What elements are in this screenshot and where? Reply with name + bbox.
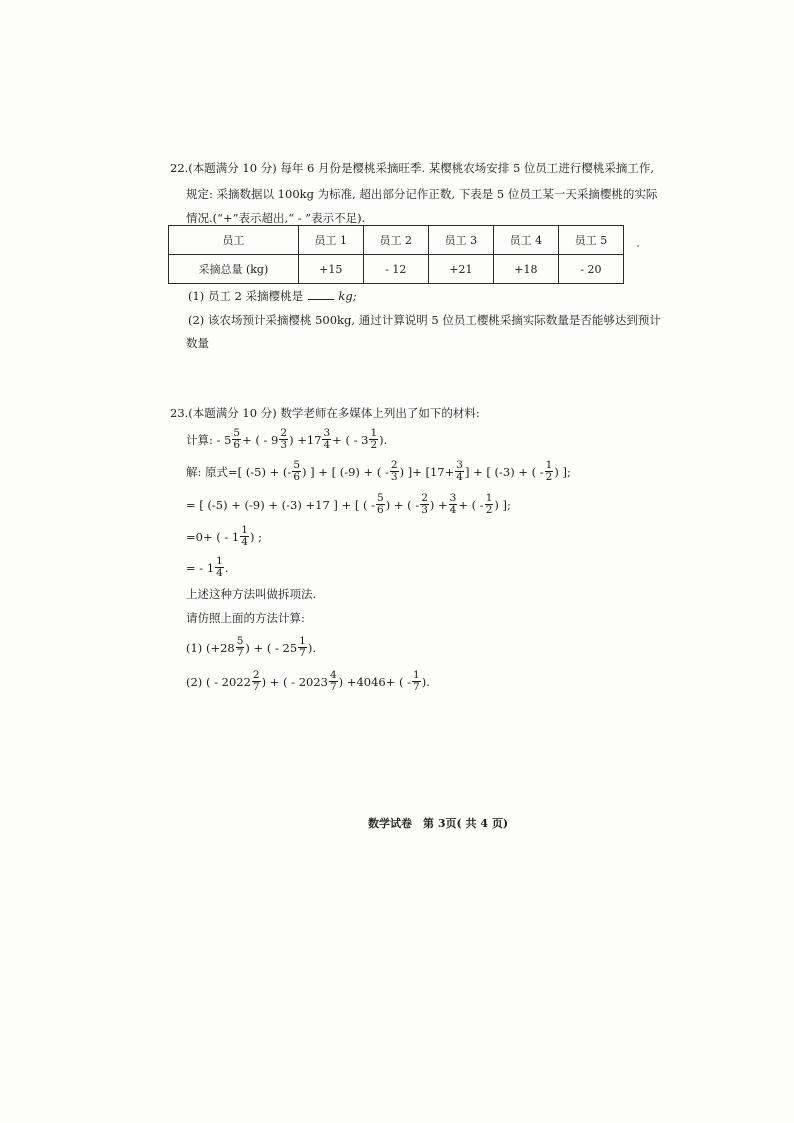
table-header-cell: 员工 1 bbox=[298, 226, 363, 255]
q22-sub2-line1: (2) 该农场预计采摘樱桃 500kg, 通过计算说明 5 位员工樱桃采摘实际数量是否能够达到预计 bbox=[188, 313, 661, 327]
table-cell: - 20 bbox=[558, 255, 623, 284]
scan-speck bbox=[637, 245, 639, 247]
page-footer: 数学试卷 第 3页( 共 4 页) bbox=[368, 817, 509, 830]
sub2-label: (2) bbox=[186, 674, 203, 689]
table-row bbox=[169, 255, 624, 284]
q23-calc-expression: 计算: - 5 5 6 + ( - 9 2 3 ) +17 3 4 + ( - 3 1 2 ). bbox=[186, 427, 388, 451]
q22-line2: 规定: 采摘数据以 100kg 为标准, 超出部分记作正数, 下表是 5 位员工某一天采摘樱桃的实际 bbox=[186, 187, 658, 201]
q22-sub1-text: (1) 员工 2 采摘樱桃是 bbox=[188, 289, 304, 303]
q23-sub2: (2) ( - 2022 2 7 ) + ( - 2023 4 7 ) +4046+ ( - 1 7 ). bbox=[186, 669, 430, 693]
q23-solution-line1: 解: 原式= [ (-5) + (- 5 6 ) ] + [ (-9) + ( - 2 3 ) ]+ [17+ $\frac{3}{4}$ ] + [ (-3) + ( - 1 2 ) ]; bbox=[186, 459, 571, 483]
q23-sub1: (1) (+28 5 7 ) + ( - 25 1 7 ). bbox=[186, 635, 316, 659]
q23-instruction: 请仿照上面的方法计算: bbox=[186, 611, 305, 625]
q23-solution-line2: = [ (-5) + (-9) + (-3) +17 ] + [ ( - 5 6 ) + ( - 2 3 ) + $\frac{3}{4}$ + ( - 1 2 ) ]; bbox=[186, 492, 511, 516]
table-header-cell: 员工 2 bbox=[363, 226, 428, 255]
q23-line1: 23.(本题满分 10 分) 数学老师在多媒体上列出了如下的材料: bbox=[170, 406, 480, 420]
q22-sub1 bbox=[188, 288, 357, 304]
q22-line3: 情况.(“+”表示超出,“ - ”表示不足). bbox=[186, 211, 366, 225]
table-row-label: 采摘总量 (kg) bbox=[169, 255, 299, 284]
answer-blank bbox=[308, 288, 334, 300]
table-header-cell: 员工 3 bbox=[428, 226, 493, 255]
table-header-cell: 员工 bbox=[169, 226, 299, 255]
table-cell: - 12 bbox=[363, 255, 428, 284]
q22-line1: 22.(本题满分 10 分) 每年 6 月份是樱桃采摘旺季. 某樱桃农场安排 5 位员工进行樱桃采摘工作, bbox=[170, 161, 655, 175]
table-header-cell: 员工 5 bbox=[558, 226, 623, 255]
table-header-cell: 员工 4 bbox=[493, 226, 558, 255]
table-header-row bbox=[169, 226, 624, 255]
q23-note: 上述这种方法叫做拆项法. bbox=[186, 587, 317, 601]
sub1-label: (1) bbox=[186, 640, 203, 655]
table-cell: +15 bbox=[298, 255, 363, 284]
calc-label: 计算: bbox=[186, 432, 213, 447]
q23-solution-line4: = - 1 1 4 . bbox=[186, 555, 229, 579]
q22-sub2-line2: 数量 bbox=[186, 336, 209, 350]
table-cell: +18 bbox=[493, 255, 558, 284]
solve-label: 解: 原式= bbox=[186, 464, 238, 479]
table-cell: +21 bbox=[428, 255, 493, 284]
q22-table bbox=[168, 225, 624, 284]
q22-sub1-unit: kg; bbox=[338, 289, 357, 303]
q23-solution-line3: =0+ ( - 1 1 4 ) ; bbox=[186, 524, 262, 548]
